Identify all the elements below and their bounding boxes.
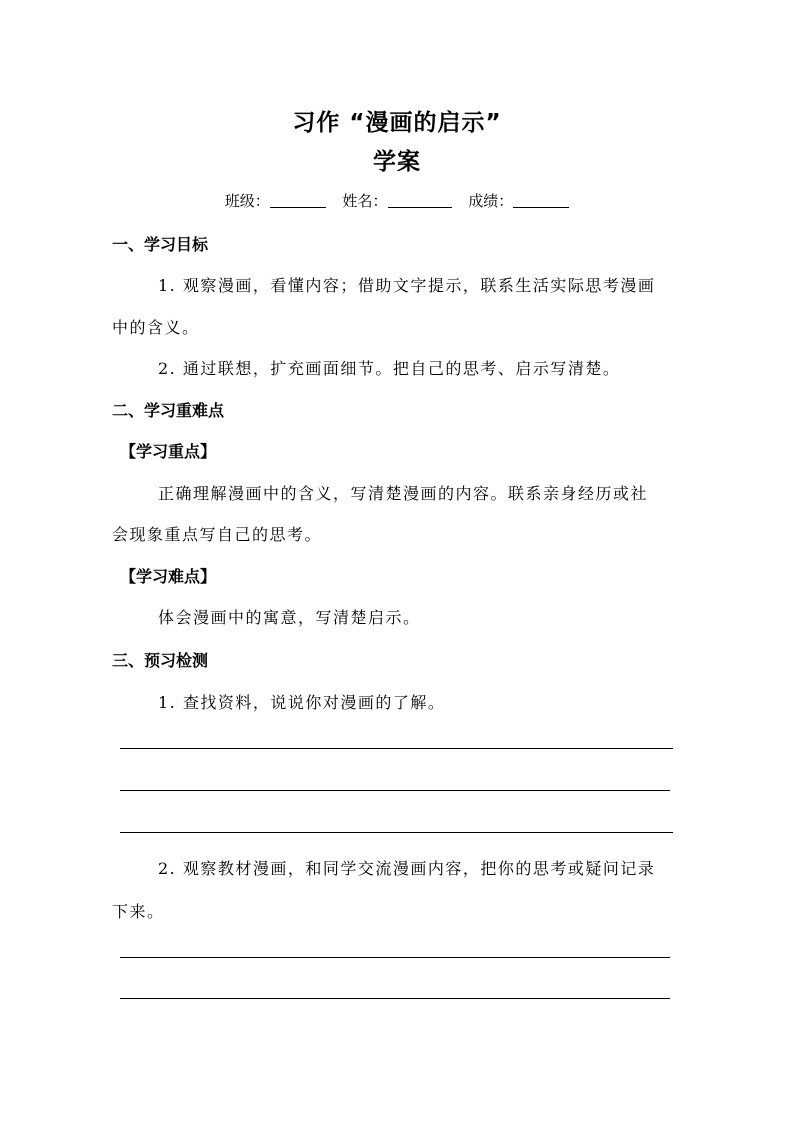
difficult-point-label: 【学习难点】 <box>120 567 217 586</box>
student-info-row <box>0 190 794 211</box>
answer-line-q1-3[interactable] <box>120 832 673 833</box>
key-point-label: 【学习重点】 <box>120 442 217 461</box>
objective-1-line1: 1. 观察漫画，看懂内容；借助文字提示，联系生活实际思考漫画 <box>158 276 656 295</box>
page-subtitle: 学案 <box>373 149 421 175</box>
answer-line-q2-2[interactable] <box>120 998 670 999</box>
section-heading-objectives: 一、学习目标 <box>112 235 209 254</box>
name-blank[interactable] <box>388 193 452 208</box>
objective-2: 2. 通过联想，扩充画面细节。把自己的思考、启示写清楚。 <box>158 359 621 378</box>
answer-line-q1-2[interactable] <box>120 790 670 791</box>
class-field <box>225 190 326 211</box>
section-heading-preview-check: 三、预习检测 <box>112 651 209 670</box>
difficult-point-text: 体会漫画中的寓意，写清楚启示。 <box>158 608 421 627</box>
score-blank[interactable] <box>513 193 569 208</box>
question-2-line2: 下来。 <box>112 902 165 921</box>
answer-line-q2-1[interactable] <box>120 957 670 958</box>
objective-1-line2: 中的含义。 <box>112 318 200 337</box>
class-label: 班级： <box>224 192 270 210</box>
section-heading-key-points: 二、学习重难点 <box>112 401 225 420</box>
question-1: 1. 查找资料，说说你对漫画的了解。 <box>158 693 446 712</box>
class-blank[interactable] <box>270 193 326 208</box>
page-title: 习作 “漫画的启示” <box>292 110 502 136</box>
score-field <box>468 190 569 211</box>
answer-line-q1-1[interactable] <box>120 748 673 749</box>
key-point-line2: 会现象重点写自己的思考。 <box>112 525 323 544</box>
key-point-line1: 正确理解漫画中的含义，写清楚漫画的内容。联系亲身经历或社 <box>158 484 649 503</box>
name-field <box>342 190 451 211</box>
score-label: 成绩： <box>468 192 514 210</box>
question-2-line1: 2. 观察教材漫画，和同学交流漫画内容，把你的思考或疑问记录 <box>158 859 656 878</box>
name-label: 姓名： <box>342 192 388 210</box>
